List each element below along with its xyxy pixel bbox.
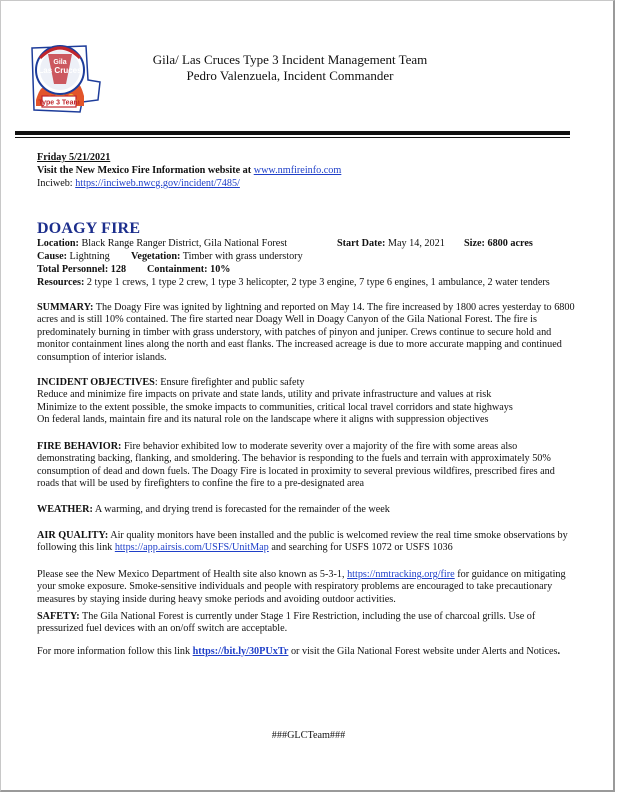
- inciweb-label: Inciweb:: [37, 178, 76, 189]
- safety-text: The Gila National Forest is currently under Stage 1 Fire Restriction, including the use of charcoal grills. Use of pressurized fuel devices with an on/off switch are acceptable.: [37, 611, 536, 635]
- summary-section: [37, 302, 577, 364]
- size-line: [464, 238, 533, 250]
- header-rule-thin: [15, 137, 570, 138]
- total-personnel: Total Personnel: 128: [37, 264, 127, 275]
- commander-name: Pedro Valenzuela, Incident Commander: [186, 68, 394, 83]
- airsis-link[interactable]: https://app.airsis.com/USFS/UnitMap: [114, 542, 269, 554]
- start-date-line: [337, 238, 445, 250]
- summary-label: SUMMARY:: [37, 302, 94, 313]
- visit-text: Visit the New Mexico Fire Information website at: [37, 165, 254, 176]
- air-quality-section: [37, 530, 577, 555]
- resources-value: 2 type 1 crews, 1 type 2 crew, 1 type 3 helicopter, 2 type 3 engine, 7 type 6 engines, 1 ambulance, 2 water tenders: [84, 277, 550, 288]
- objectives-intro: : Ensure firefighter and public safety: [154, 377, 305, 388]
- air-quality-label: AIR QUALITY:: [37, 530, 109, 541]
- header-block: [108, 52, 472, 84]
- health-section: [37, 569, 577, 606]
- inciweb-link[interactable]: https://inciweb.nwcg.gov/incident/7485/: [75, 178, 240, 189]
- vegetation-label: Vegetation:: [131, 251, 181, 262]
- safety-section: [37, 611, 577, 636]
- cause-value: Lightning: [67, 251, 110, 262]
- start-date-label: Start Date:: [337, 238, 386, 249]
- objectives-section: [37, 377, 577, 427]
- logo-text-2: Las Cruces: [38, 66, 82, 75]
- weather-section: [37, 504, 577, 516]
- more-info-text-2: or visit the Gila National Forest website under Alerts and Notices: [288, 646, 558, 657]
- logo-text-3: Type 3 Team: [38, 99, 80, 107]
- air-quality-text: Air quality monitors have been installed and the public is welcomed review the real time smoke observations by following this link: [37, 530, 568, 554]
- more-info-text: For more information follow this link: [37, 646, 193, 657]
- cause-line: [37, 251, 110, 263]
- bitly-link[interactable]: https://bit.ly/30PUxTr: [192, 646, 289, 657]
- fire-name: DOAGY FIRE: [37, 220, 141, 237]
- weather-label: WEATHER:: [37, 504, 93, 515]
- footer-tag: ###GLCTeam###: [271, 730, 346, 741]
- vegetation-value: Timber with grass understory: [180, 251, 303, 262]
- location-value: Black Range Ranger District, Gila National Forest: [78, 238, 288, 249]
- report-date: Friday 5/21/2021: [37, 152, 111, 163]
- health-text: Please see the New Mexico Department of Health site also known as 5-3-1,: [37, 569, 348, 580]
- inciweb-line: [37, 178, 240, 190]
- air-quality-text-2: and searching for USFS 1072 or USFS 1036: [268, 542, 453, 554]
- nmfireinfo-link[interactable]: www.nmfireinfo.com: [253, 165, 342, 176]
- resources-label: Resources:: [37, 277, 85, 288]
- objective-item: Reduce and minimize fire impacts on private and state lands, utility and private infrastructure and values at risk: [37, 389, 492, 401]
- more-info-end: .: [557, 646, 561, 657]
- visit-line: [37, 165, 341, 177]
- team-logo: [26, 40, 106, 114]
- safety-label: SAFETY:: [37, 611, 80, 622]
- location-label: Location:: [37, 238, 79, 249]
- objective-item: On federal lands, maintain fire and its natural role on the landscape where it aligns with suppression objectives: [37, 414, 489, 426]
- containment: Containment: 10%: [147, 264, 231, 275]
- behavior-text: Fire behavior exhibited low to moderate severity over a majority of the fire with some areas also demonstrating backing, flanking, and smoldering. The behavior is responding to the fuels and terrain with approximately 50% consumption of dead and down fuels. The Doagy Fire is located in proximity to several previous wildfires, prescribed fires and roads that will be used by firefighters to confine the fire to a pre-designated area: [37, 441, 555, 490]
- health-text-2: for guidance on mitigating your smoke exposure. Smoke-sensitive individuals and people with respiratory problems are encouraged to take precautionary measures by staying inside during heavy smoke periods and avoiding outdoor activities.: [37, 569, 566, 605]
- vegetation-line: [131, 251, 303, 263]
- nmtracking-link[interactable]: https://nmtracking.org/fire: [347, 569, 455, 580]
- behavior-label: FIRE BEHAVIOR:: [37, 441, 122, 452]
- logo-text-1: Gila: [53, 59, 67, 66]
- start-date-value: May 14, 2021: [385, 238, 445, 249]
- team-name: Gila/ Las Cruces Type 3 Incident Management Team: [152, 52, 428, 67]
- resources-line: [37, 277, 550, 289]
- size-value: 6800 acres: [484, 238, 533, 249]
- summary-text: The Doagy Fire was ignited by lightning and reported on May 14. The fire increased by 1800 acres yesterday to 6800 acres and is still 10% contained. The fire started near Doagy Well in Doagy Canyon of the Gila National Forest. The fire is predominately burning in timber with grass understory, with patches of pinyon and juniper. Crews continue to secure hold and monitor containment lines along the north and east flanks. The increased acreage is due to more accurate mapping and continued consumption of interior islands.: [37, 302, 575, 363]
- size-label: Size:: [464, 238, 485, 249]
- cause-label: Cause:: [37, 251, 67, 262]
- objectives-label: INCIDENT OBJECTIVES: [37, 377, 155, 388]
- behavior-section: [37, 441, 577, 491]
- header-rule-thick: [15, 131, 570, 135]
- location-line: [37, 238, 287, 250]
- objective-item: Minimize to the extent possible, the smoke impacts to communities, critical local travel corridors and state highways: [37, 401, 513, 413]
- weather-text: A warming, and drying trend is forecasted for the remainder of the week: [92, 504, 390, 515]
- more-info-section: [37, 646, 577, 658]
